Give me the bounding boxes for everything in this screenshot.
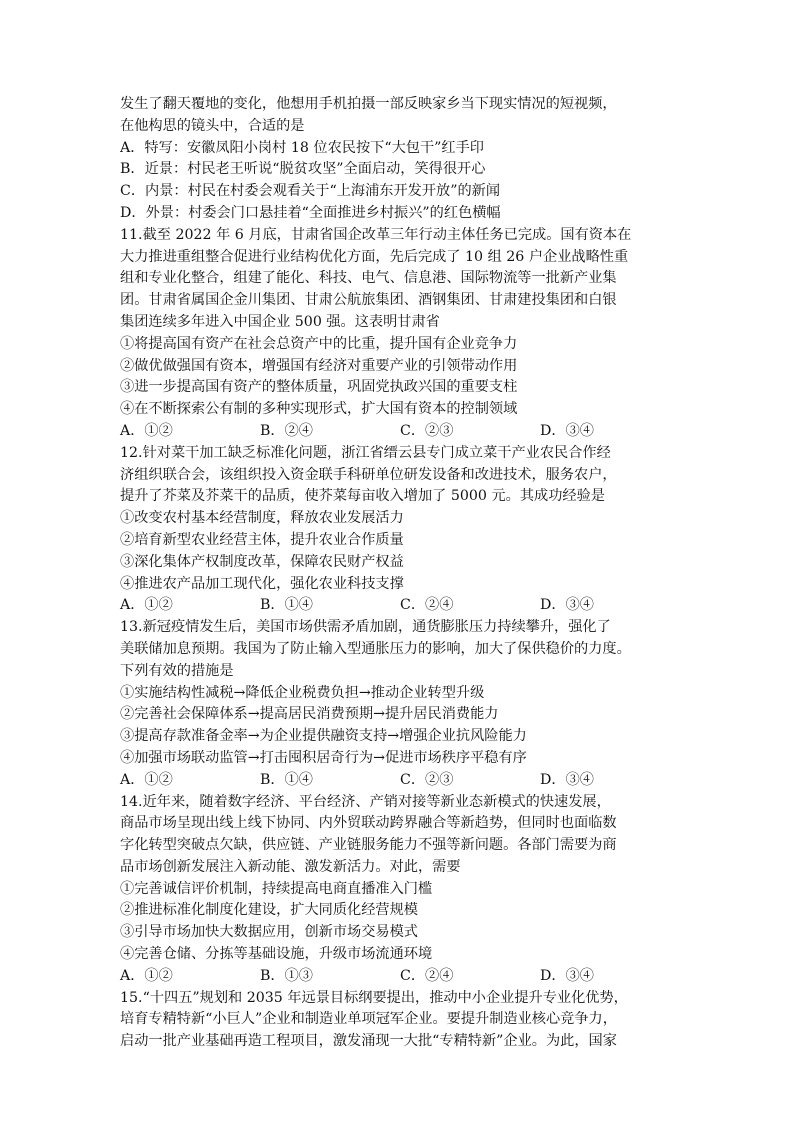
question-stem-line: 组和专业化整合，组建了能化、科技、电气、信息港、国际物流等一批新产业集 bbox=[120, 270, 617, 287]
question-stem-line: 14.近年来，随着数字经济、平台经济、产销对接等新业态新模式的快速发展， bbox=[120, 793, 611, 810]
statement-item: ④推进农产品加工现代化，强化农业科技支撑 bbox=[120, 575, 404, 592]
question-stem-line: 12.针对菜干加工缺乏标准化问题，浙江省缙云县专门成立菜干产业农民合作经 bbox=[120, 444, 611, 461]
question-stem-line: 字化转型突破点欠缺，供应链、产业链服务能力不强等新问题。各部门需要为商 bbox=[120, 837, 617, 854]
statement-item: ③深化集体产权制度改革，保障农民财产权益 bbox=[120, 553, 404, 570]
question-stem-line: 在他构思的镜头中，合适的是 bbox=[120, 117, 305, 134]
answer-option-c: C．②④ bbox=[400, 597, 454, 614]
answer-option-d: D．③④ bbox=[540, 771, 594, 788]
answer-options bbox=[120, 595, 680, 617]
choice-option: B．近景：村民老王听说“脱贫攻坚”全面启动，笑得很开心 bbox=[120, 161, 486, 178]
answer-option-c: C．②③ bbox=[400, 422, 454, 439]
statement-item: ①完善诚信评价机制，持续提高电商直播准入门槛 bbox=[120, 880, 433, 897]
statement-item: ②推进标准化制度化建设，扩大同质化经营规模 bbox=[120, 902, 418, 919]
answer-option-b: B．②④ bbox=[260, 422, 313, 439]
answer-option-d: D．③④ bbox=[540, 597, 594, 614]
statement-item: ①改变农村基本经营制度，释放农业发展活力 bbox=[120, 510, 404, 527]
question-stem-line: 美联储加息预期。我国为了防止输入型通胀压力的影响，加大了保供稳价的力度。 bbox=[120, 640, 631, 657]
answer-options bbox=[120, 770, 680, 792]
question-stem-line: 团。甘肃省属国企金川集团、甘肃公航旅集团、酒钢集团、甘肃建投集团和白银 bbox=[120, 292, 617, 309]
answer-option-b: B．①③ bbox=[260, 967, 313, 984]
question-stem-line: 下列有效的措施是 bbox=[120, 662, 234, 679]
question-14 bbox=[120, 792, 680, 988]
question-stem-line: 启动一批产业基础再造工程项目，激发涌现一大批“专精特新”企业。为此，国家 bbox=[120, 1033, 617, 1050]
question-13 bbox=[120, 617, 680, 791]
exam-page bbox=[120, 94, 680, 1053]
answer-option-c: C．②③ bbox=[400, 771, 454, 788]
question-15 bbox=[120, 988, 680, 1053]
question-stem-line: 培育专精特新“小巨人”企业和制造业单项冠军企业。要提升制造业核心竞争力， bbox=[120, 1011, 617, 1028]
question-stem-line: 集团连续多年进入中国企业 500 强。这表明甘肃省 bbox=[120, 313, 440, 330]
choice-option: A．特写：安徽凤阳小岗村 18 位农民按下“大包干”红手印 bbox=[120, 139, 484, 156]
statement-item: ④完善仓储、分拣等基础设施，升级市场流通环境 bbox=[120, 946, 433, 963]
statement-item: ④加强市场联动监管→打击囤积居奇行为→促进市场秩序平稳有序 bbox=[120, 749, 527, 766]
answer-option-d: D．③④ bbox=[540, 967, 594, 984]
statement-item: ③提高存款准备金率→为企业提供融资支持→增强企业抗风险能力 bbox=[120, 728, 527, 745]
statement-item: ①将提高国有资产在社会总资产中的比重，提升国有企业竞争力 bbox=[120, 335, 518, 352]
statement-item: ②完善社会保障体系→提高居民消费预期→提升居民消费能力 bbox=[120, 706, 499, 723]
question-10-tail bbox=[120, 94, 680, 225]
question-11 bbox=[120, 225, 680, 443]
question-stem-line: 11.截至 2022 年 6 月底，甘肃省国企改革三年行动主体任务已完成。国有资本在 bbox=[120, 226, 632, 243]
statement-item: ④在不断探索公有制的多种实现形式，扩大国有资本的控制领域 bbox=[120, 401, 518, 418]
answer-option-d: D．③④ bbox=[540, 422, 594, 439]
question-12 bbox=[120, 443, 680, 617]
question-stem-line: 发生了翻天覆地的变化，他想用手机拍摄一部反映家乡当下现实情况的短视频， bbox=[120, 96, 617, 112]
choice-option: D．外景：村委会门口悬挂着“全面推进乡村振兴”的红色横幅 bbox=[120, 204, 501, 221]
question-stem-line: 大力推进重组整合促进行业结构优化方面，先后完成了 10 组 26 户企业战略性重 bbox=[120, 248, 629, 265]
answer-option-b: B．①④ bbox=[260, 771, 313, 788]
question-stem-line: 提升了芥菜及芥菜干的品质，使芥菜每亩收入增加了 5000 元。其成功经验是 bbox=[120, 488, 605, 505]
statement-item: ③引导市场加快大数据应用，创新市场交易模式 bbox=[120, 924, 418, 941]
answer-options bbox=[120, 966, 680, 988]
answer-option-a: A．①② bbox=[120, 422, 173, 439]
answer-option-b: B．①④ bbox=[260, 597, 313, 614]
question-stem-line: 13.新冠疫情发生后，美国市场供需矛盾加剧，通货膨胀压力持续攀升，强化了 bbox=[120, 619, 611, 636]
statement-item: ②做优做强国有资本，增强国有经济对重要产业的引领带动作用 bbox=[120, 357, 518, 374]
answer-options bbox=[120, 421, 680, 443]
statement-item: ③进一步提高国有资产的整体质量，巩固党执政兴国的重要支柱 bbox=[120, 379, 518, 396]
question-stem-line: 济组织联合会，该组织投入资金联手科研单位研发设备和改进技术，服务农户， bbox=[120, 466, 617, 483]
statement-item: ①实施结构性减税→降低企业税费负担→推动企业转型升级 bbox=[120, 684, 485, 701]
answer-option-a: A．①② bbox=[120, 771, 173, 788]
statement-item: ②培育新型农业经营主体，提升农业合作质量 bbox=[120, 531, 404, 548]
question-stem-line: 商品市场呈现出线上线下协同、内外贸联动跨界融合等新趋势，但同时也面临数 bbox=[120, 815, 617, 832]
choice-option: C．内景：村民在村委会观看关于“上海浦东开发开放”的新闻 bbox=[120, 183, 501, 200]
question-stem-line: 品市场创新发展注入新动能、激发新活力。对此，需要 bbox=[120, 858, 461, 875]
answer-option-c: C．②④ bbox=[400, 967, 454, 984]
answer-option-a: A．①② bbox=[120, 967, 173, 984]
answer-option-a: A．①② bbox=[120, 597, 173, 614]
question-stem-line: 15.“十四五”规划和 2035 年远景目标纲要提出，推动中小企业提升专业化优势， bbox=[120, 989, 628, 1006]
